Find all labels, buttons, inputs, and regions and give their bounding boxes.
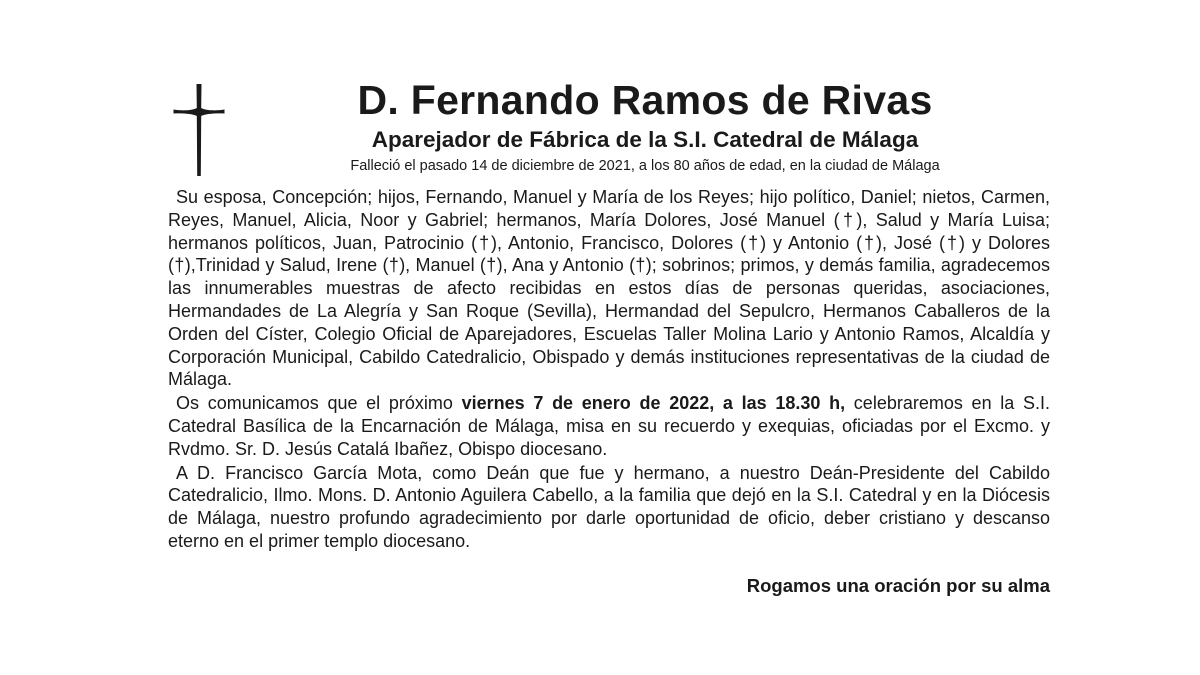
obituary-header	[240, 76, 1050, 176]
deceased-title: Aparejador de Fábrica de la S.I. Catedral de Málaga	[371, 127, 919, 152]
acknowledgement-paragraph: A D. Francisco García Mota, como Deán que fue y hermano, a nuestro Deán-Presidente del Cabildo Catedralicio, Ilmo. Mons. D. Antonio Aguilera Cabello, a la familia que dejó en la S.I. Catedral y en la Diócesis de Málaga, nuestro profundo agradecimiento por darle oportunidad de oficio, deber cristiano y descanso eterno en el primer templo diocesano.	[168, 462, 1050, 551]
latin-cross-icon	[172, 82, 226, 178]
closing-prayer-request: Rogamos una oración por su alma	[746, 575, 1050, 596]
death-notice-line: Falleció el pasado 14 de diciembre de 2021, a los 80 años de edad, en la ciudad de Málaga	[350, 158, 940, 174]
obituary-body	[168, 186, 1050, 553]
family-paragraph: Su esposa, Concepción; hijos, Fernando, Manuel y María de los Reyes; hijo político, Daniel; nietos, Carmen, Reyes, Manuel, Alicia, Noor y Gabriel; hermanos, María Dolores, José Manuel (†), Salud y María Luisa; hermanos políticos, Juan, Patrocinio (†), Antonio, Francisco, Dolores (†) y Antonio (†), José (†) y Dolores (†),Trinidad y Salud, Irene (†), Manuel (†), Ana y Antonio (†); sobrinos; primos, y demás familia, agradecemos las innumerables muestras de afecto recibidas en estos días de personas queridas, asociaciones, Hermandades de La Alegría y San Roque (Sevilla), Hermandad del Sepulcro, Hermanos Caballeros de la Orden del Císter, Colegio Oficial de Aparejadores, Escuelas Taller Molina Lario y Antonio Ramos, Alcaldía y Corporación Municipal, Cabildo Catedralicio, Obispado y demás instituciones representativas de la ciudad de Málaga.	[168, 187, 1050, 390]
deceased-name: D. Fernando Ramos de Rivas	[357, 77, 933, 123]
mass-text-after: celebraremos en la S.I. Catedral Basílica de la Encarnación de Málaga, misa en su recuerdo y exequias, oficiadas por el Excmo. y Rvdmo. Sr. D. Jesús Catalá Ibañez, Obispo diocesano.	[168, 393, 1050, 459]
mass-date-time: viernes 7 de enero de 2022, a las 18.30 h,	[461, 393, 846, 414]
mass-announcement-paragraph	[168, 392, 1050, 460]
mass-text-before: Os comunicamos que el próximo	[176, 393, 462, 414]
